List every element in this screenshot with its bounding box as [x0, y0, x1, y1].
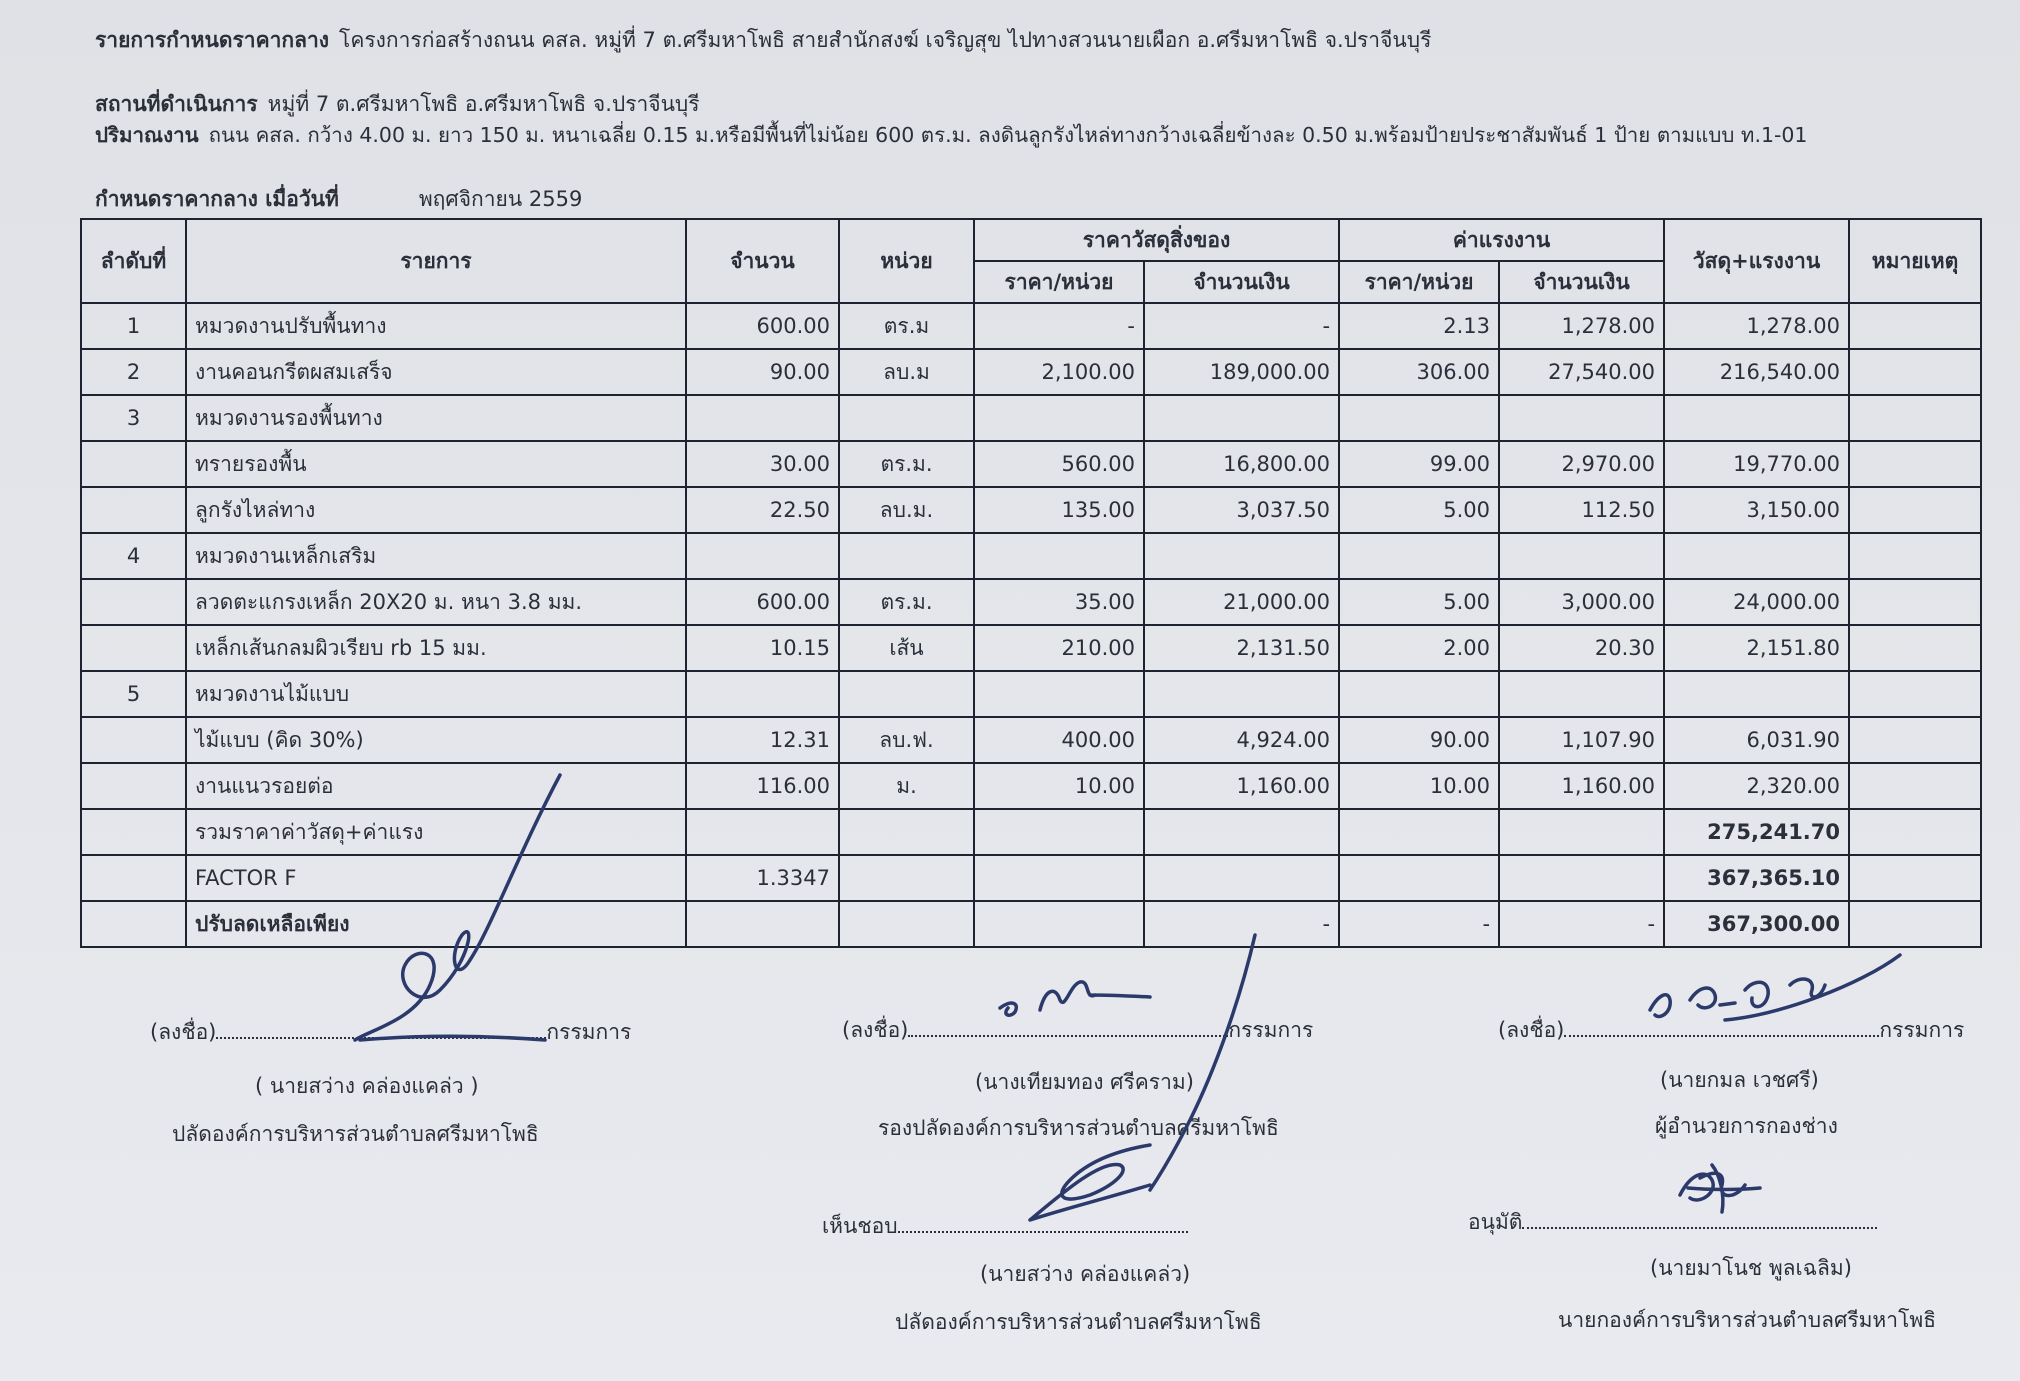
cell-material-amount: 4,924.00	[1144, 717, 1339, 763]
cell-total: 6,031.90	[1664, 717, 1849, 763]
signature-line	[1564, 1035, 1879, 1037]
cell-total	[1664, 533, 1849, 579]
cell-material-amount: 3,037.50	[1144, 487, 1339, 533]
col-header-unit: หน่วย	[839, 219, 974, 303]
cell-total: 216,540.00	[1664, 349, 1849, 395]
signature-line	[1522, 1227, 1877, 1229]
cell-material-amount	[1144, 533, 1339, 579]
cell-unit: ลบ.ม	[839, 349, 974, 395]
cell-qty: 600.00	[686, 579, 839, 625]
cell-qty: 1.3347	[686, 855, 839, 901]
cell-material-amount: 189,000.00	[1144, 349, 1339, 395]
header-date-line	[95, 185, 1975, 213]
cell-qty: 12.31	[686, 717, 839, 763]
cell-material-amount: 2,131.50	[1144, 625, 1339, 671]
cell-material-price: 560.00	[974, 441, 1144, 487]
cell-labor-amount	[1499, 855, 1664, 901]
cell-material-price	[974, 855, 1144, 901]
cell-no: 3	[81, 395, 186, 441]
agree-signature	[822, 1210, 1188, 1243]
cell-material-price	[974, 809, 1144, 855]
cell-total	[1664, 395, 1849, 441]
table-row	[81, 763, 1981, 809]
cell-no	[81, 625, 186, 671]
cell-remark	[1849, 855, 1981, 901]
cell-no	[81, 901, 186, 947]
cell-labor-amount: 1,160.00	[1499, 763, 1664, 809]
cell-material-price	[974, 395, 1144, 441]
cell-labor-amount: 2,970.00	[1499, 441, 1664, 487]
table-row	[81, 349, 1981, 395]
cell-qty	[686, 901, 839, 947]
cell-no: 2	[81, 349, 186, 395]
cell-no	[81, 717, 186, 763]
cell-remark	[1849, 487, 1981, 533]
cell-labor-amount	[1499, 671, 1664, 717]
approve-signature	[1468, 1206, 1877, 1239]
cell-material-price: 35.00	[974, 579, 1144, 625]
signer-5-name: (นายมาโนช พูลเฉลิม)	[1650, 1256, 1852, 1280]
header-quantity-label: ปริมาณงาน	[95, 123, 199, 147]
header-location-text: หมู่ที่ 7 ต.ศรีมหาโพธิ อ.ศรีมหาโพธิ จ.ปราจีนบุรี	[267, 92, 700, 116]
cell-labor-amount	[1499, 809, 1664, 855]
cell-labor-amount: 20.30	[1499, 625, 1664, 671]
header-quantity-text: ถนน คสล. กว้าง 4.00 ม. ยาว 150 ม. หนาเฉลี่ย 0.15 ม.หรือมีพื้นที่ไม่น้อย 600 ตร.ม. ลงดินลูกรังไหล่ทางกว้างเฉลี่ยข้างละ 0.50 ม.พร้อมป้ายประชาสัมพันธ์ 1 ป้าย ตามแบบ ท.1-01	[208, 123, 1808, 147]
cell-labor-amount: 112.50	[1499, 487, 1664, 533]
cell-remark	[1849, 533, 1981, 579]
cell-material-price	[974, 533, 1144, 579]
signer-5-title: นายกองค์การบริหารส่วนตำบลศรีมหาโพธิ	[1558, 1308, 1937, 1332]
cell-material-amount	[1144, 395, 1339, 441]
signer-3-name: (นายกมล เวชศรี)	[1660, 1068, 1819, 1092]
cell-unit: ตร.ม.	[839, 579, 974, 625]
signature-line	[908, 1035, 1228, 1037]
summary-label: รวมราคาค่าวัสดุ+ค่าแรง	[186, 809, 686, 855]
cell-labor-price	[1339, 533, 1499, 579]
committee-label: กรรมการ	[1228, 1018, 1314, 1042]
cell-unit	[839, 809, 974, 855]
col-header-labor-group: ค่าแรงงาน	[1339, 219, 1664, 261]
cell-qty	[686, 809, 839, 855]
cell-labor-price: 5.00	[1339, 579, 1499, 625]
cell-labor-amount	[1499, 395, 1664, 441]
cell-qty	[686, 395, 839, 441]
signature-scribble-2	[1000, 982, 1150, 1015]
cell-item: ลวดตะแกรงเหล็ก 20X20 ม. หนา 3.8 มม.	[186, 579, 686, 625]
cell-total: 2,151.80	[1664, 625, 1849, 671]
table-row	[81, 395, 1981, 441]
cell-unit	[839, 855, 974, 901]
cell-no	[81, 441, 186, 487]
table-row	[81, 303, 1981, 349]
cell-remark	[1849, 671, 1981, 717]
price-table	[80, 218, 1982, 948]
header-date-label: กำหนดราคากลาง เมื่อวันที่	[95, 187, 339, 211]
cell-labor-price: -	[1339, 901, 1499, 947]
cell-material-amount: 1,160.00	[1144, 763, 1339, 809]
header-date-value: พฤศจิกายน 2559	[418, 187, 583, 211]
table-row	[81, 717, 1981, 763]
cell-material-price: 210.00	[974, 625, 1144, 671]
cell-qty	[686, 671, 839, 717]
cell-labor-price: 306.00	[1339, 349, 1499, 395]
cell-material-amount: 21,000.00	[1144, 579, 1339, 625]
cell-item: หมวดงานเหล็กเสริม	[186, 533, 686, 579]
cell-unit	[839, 395, 974, 441]
cell-total: 367,365.10	[1664, 855, 1849, 901]
signature-line	[898, 1231, 1188, 1233]
cell-remark	[1849, 303, 1981, 349]
cell-item: เหล็กเส้นกลมผิวเรียบ rb 15 มม.	[186, 625, 686, 671]
signer-3-title: ผู้อำนวยการกองช่าง	[1655, 1114, 1838, 1138]
cell-remark	[1849, 579, 1981, 625]
cell-no: 5	[81, 671, 186, 717]
cell-no: 1	[81, 303, 186, 349]
approve-label: อนุมัติ	[1468, 1210, 1523, 1234]
cell-labor-price: 5.00	[1339, 487, 1499, 533]
col-header-material-group: ราคาวัสดุสิ่งของ	[974, 219, 1339, 261]
cell-no	[81, 809, 186, 855]
cell-no	[81, 487, 186, 533]
table-row	[81, 441, 1981, 487]
cell-item: หมวดงานปรับพื้นทาง	[186, 303, 686, 349]
table-header	[81, 219, 1981, 303]
header-quantity-line	[95, 121, 1975, 149]
cell-qty: 90.00	[686, 349, 839, 395]
cell-no	[81, 763, 186, 809]
table-body	[81, 303, 1981, 947]
cell-labor-amount: 27,540.00	[1499, 349, 1664, 395]
signer-2-title: รองปลัดองค์การบริหารส่วนตำบลศรีมหาโพธิ	[878, 1116, 1279, 1140]
cell-labor-price: 90.00	[1339, 717, 1499, 763]
signature-line	[216, 1037, 546, 1039]
summary-label: FACTOR F	[186, 855, 686, 901]
cell-labor-price: 2.00	[1339, 625, 1499, 671]
table-row	[81, 487, 1981, 533]
cell-labor-amount: 3,000.00	[1499, 579, 1664, 625]
signer-4-title: ปลัดองค์การบริหารส่วนตำบลศรีมหาโพธิ	[895, 1310, 1262, 1334]
cell-unit	[839, 533, 974, 579]
cell-total: 367,300.00	[1664, 901, 1849, 947]
cell-remark	[1849, 809, 1981, 855]
header-title-label: รายการกำหนดราคากลาง	[95, 28, 330, 52]
col-header-qty: จำนวน	[686, 219, 839, 303]
cell-qty	[686, 533, 839, 579]
cell-material-price: 400.00	[974, 717, 1144, 763]
cell-material-amount: 16,800.00	[1144, 441, 1339, 487]
header-location-line	[95, 90, 1975, 118]
cell-qty: 22.50	[686, 487, 839, 533]
col-header-labor-amount: จำนวนเงิน	[1499, 261, 1664, 303]
cell-material-price	[974, 671, 1144, 717]
cell-remark	[1849, 901, 1981, 947]
cell-item: หมวดงานรองพื้นทาง	[186, 395, 686, 441]
signature-scribble-5	[1680, 1165, 1760, 1212]
col-header-item: รายการ	[186, 219, 686, 303]
table-row	[81, 533, 1981, 579]
cell-qty: 600.00	[686, 303, 839, 349]
cell-unit: ม.	[839, 763, 974, 809]
table-row	[81, 625, 1981, 671]
cell-item: หมวดงานไม้แบบ	[186, 671, 686, 717]
cell-material-amount	[1144, 809, 1339, 855]
col-header-material-price: ราคา/หน่วย	[974, 261, 1144, 303]
cell-unit: ลบ.ฟ.	[839, 717, 974, 763]
cell-total: 19,770.00	[1664, 441, 1849, 487]
cell-total: 24,000.00	[1664, 579, 1849, 625]
cell-remark	[1849, 441, 1981, 487]
cell-item: ทรายรองพื้น	[186, 441, 686, 487]
cell-no: 4	[81, 533, 186, 579]
cell-total	[1664, 671, 1849, 717]
signature-2	[842, 1014, 1313, 1047]
signer-1-title: ปลัดองค์การบริหารส่วนตำบลศรีมหาโพธิ	[172, 1122, 539, 1146]
signature-1	[150, 1016, 631, 1049]
cell-unit: ลบ.ม.	[839, 487, 974, 533]
cell-total: 1,278.00	[1664, 303, 1849, 349]
cell-labor-amount: 1,107.90	[1499, 717, 1664, 763]
cell-qty: 30.00	[686, 441, 839, 487]
agree-label: เห็นชอบ	[822, 1214, 898, 1238]
signer-4-name: (นายสว่าง คล่องแคล่ว)	[980, 1262, 1191, 1286]
col-header-no: ลำดับที่	[81, 219, 186, 303]
cell-remark	[1849, 395, 1981, 441]
cell-material-amount: -	[1144, 303, 1339, 349]
col-header-material-amount: จำนวนเงิน	[1144, 261, 1339, 303]
cell-remark	[1849, 763, 1981, 809]
table-row	[81, 671, 1981, 717]
sign-prefix: (ลงชื่อ)	[842, 1018, 909, 1042]
cell-unit	[839, 901, 974, 947]
cell-total: 2,320.00	[1664, 763, 1849, 809]
cell-unit: เส้น	[839, 625, 974, 671]
cell-labor-amount: -	[1499, 901, 1664, 947]
cell-total: 3,150.00	[1664, 487, 1849, 533]
cell-qty: 116.00	[686, 763, 839, 809]
cell-labor-price: 99.00	[1339, 441, 1499, 487]
cell-item: งานคอนกรีตผสมเสร็จ	[186, 349, 686, 395]
cell-labor-price	[1339, 809, 1499, 855]
sign-prefix: (ลงชื่อ)	[1498, 1018, 1565, 1042]
col-header-remark: หมายเหตุ	[1849, 219, 1981, 303]
cell-material-price: 2,100.00	[974, 349, 1144, 395]
cell-labor-amount: 1,278.00	[1499, 303, 1664, 349]
cell-material-price	[974, 901, 1144, 947]
cell-remark	[1849, 349, 1981, 395]
cell-labor-price: 10.00	[1339, 763, 1499, 809]
cell-material-amount	[1144, 671, 1339, 717]
sign-prefix: (ลงชื่อ)	[150, 1020, 217, 1044]
cell-item: งานแนวรอยต่อ	[186, 763, 686, 809]
cell-item: ลูกรังไหล่ทาง	[186, 487, 686, 533]
cell-remark	[1849, 625, 1981, 671]
cell-labor-price	[1339, 395, 1499, 441]
cell-material-price: -	[974, 303, 1144, 349]
signature-scribble-4	[1650, 955, 1900, 1020]
cell-unit	[839, 671, 974, 717]
cell-material-price: 10.00	[974, 763, 1144, 809]
cell-no	[81, 579, 186, 625]
signer-1-name: ( นายสว่าง คล่องแคล่ว )	[255, 1074, 479, 1098]
header-title-line	[95, 26, 1975, 54]
cell-material-amount	[1144, 855, 1339, 901]
col-header-total: วัสดุ+แรงงาน	[1664, 219, 1849, 303]
cell-labor-amount	[1499, 533, 1664, 579]
summary-row	[81, 855, 1981, 901]
col-header-labor-price: ราคา/หน่วย	[1339, 261, 1499, 303]
cell-material-amount: -	[1144, 901, 1339, 947]
cell-remark	[1849, 717, 1981, 763]
summary-row	[81, 901, 1981, 947]
header-location-label: สถานที่ดำเนินการ	[95, 92, 258, 116]
cell-labor-price	[1339, 671, 1499, 717]
cell-unit: ตร.ม.	[839, 441, 974, 487]
committee-label: กรรมการ	[1879, 1018, 1965, 1042]
cell-labor-price	[1339, 855, 1499, 901]
cell-material-price: 135.00	[974, 487, 1144, 533]
summary-row	[81, 809, 1981, 855]
table-row	[81, 579, 1981, 625]
cell-no	[81, 855, 186, 901]
summary-label: ปรับลดเหลือเพียง	[186, 901, 686, 947]
cell-unit: ตร.ม	[839, 303, 974, 349]
cell-labor-price: 2.13	[1339, 303, 1499, 349]
committee-label: กรรมการ	[546, 1020, 632, 1044]
header-title-text: โครงการก่อสร้างถนน คสล. หมู่ที่ 7 ต.ศรีมหาโพธิ สายสำนักสงฆ์ เจริญสุข ไปทางสวนนายเผือก อ.ศรีมหาโพธิ จ.ปราจีนบุรี	[339, 28, 1432, 52]
cell-item: ไม้แบบ (คิด 30%)	[186, 717, 686, 763]
cell-total: 275,241.70	[1664, 809, 1849, 855]
signature-3	[1498, 1014, 1964, 1047]
signer-2-name: (นางเทียมทอง ศรีคราม)	[975, 1070, 1194, 1094]
cell-qty: 10.15	[686, 625, 839, 671]
